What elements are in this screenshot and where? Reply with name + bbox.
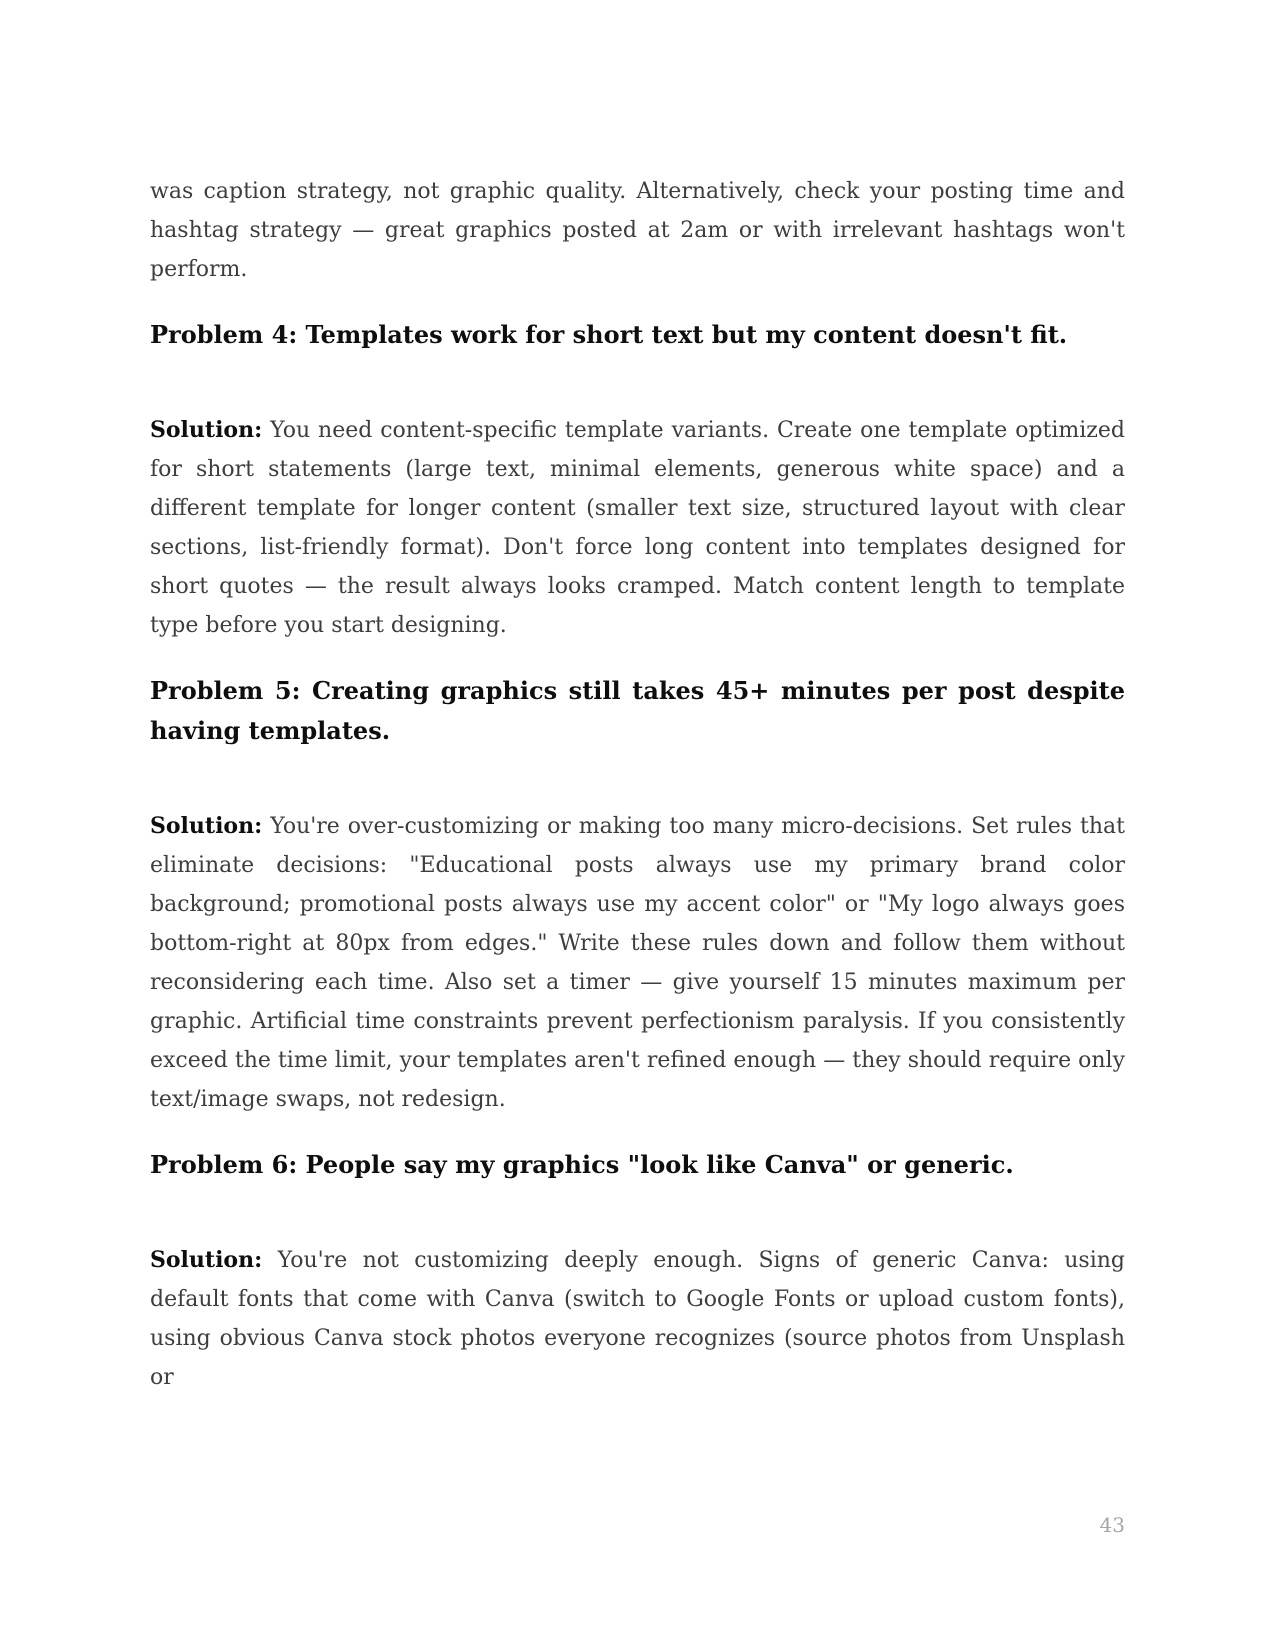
heading-problem-4: Problem 4: Templates work for short text but my content doesn't fit. [150, 320, 1068, 349]
solution-4-label: Solution: [150, 417, 263, 443]
solution-5-text: You're over-customizing or making too many micro-decisions. Set rules that eliminate decisions: "Educational posts always use my primary brand color background; promotional posts always use my accent color" or "My logo always goes bottom-right at 80px from edges." Write these rules down and follow them without reconsidering each time. Also set a timer — give yourself 15 minutes maximum per graphic. Artificial time constraints prevent perfectionism paralysis. If you consistently exceed the time limit, your templates aren't refined enough — they should require only text/image swaps, not redesign. [150, 814, 1125, 1112]
solution-5-label: Solution: [150, 813, 263, 839]
intro-continuation-paragraph: was caption strategy, not graphic quality. Alternatively, check your posting time and hashtag strategy — great graphics posted at 2am or with irrelevant hashtags won't perform. [150, 179, 1125, 282]
heading-problem-6: Problem 6: People say my graphics "look like Canva" or generic. [150, 1150, 1014, 1179]
heading-problem-5: Problem 5: Creating graphics still takes 45+ minutes per post despite having templates. [150, 676, 1125, 745]
page-number: 43 [1099, 1513, 1125, 1537]
solution-4-paragraph [150, 411, 1125, 645]
solution-5-paragraph [150, 807, 1125, 1119]
solution-6-text: You're not customizing deeply enough. Signs of generic Canva: using default fonts that come with Canva (switch to Google Fonts or upload custom fonts), using obvious Canva stock photos everyone recognizes (source photos from Unsplash or [150, 1248, 1125, 1390]
solution-6-paragraph [150, 1241, 1125, 1397]
solution-4-text: You need content-specific template variants. Create one template optimized for short statements (large text, minimal elements, generous white space) and a different template for longer content (smaller text size, structured layout with clear sections, list-friendly format). Don't force long content into templates designed for short quotes — the result always looks cramped. Match content length to template type before you start designing. [150, 418, 1125, 638]
solution-6-label: Solution: [150, 1247, 263, 1273]
page-content [150, 172, 1125, 1423]
